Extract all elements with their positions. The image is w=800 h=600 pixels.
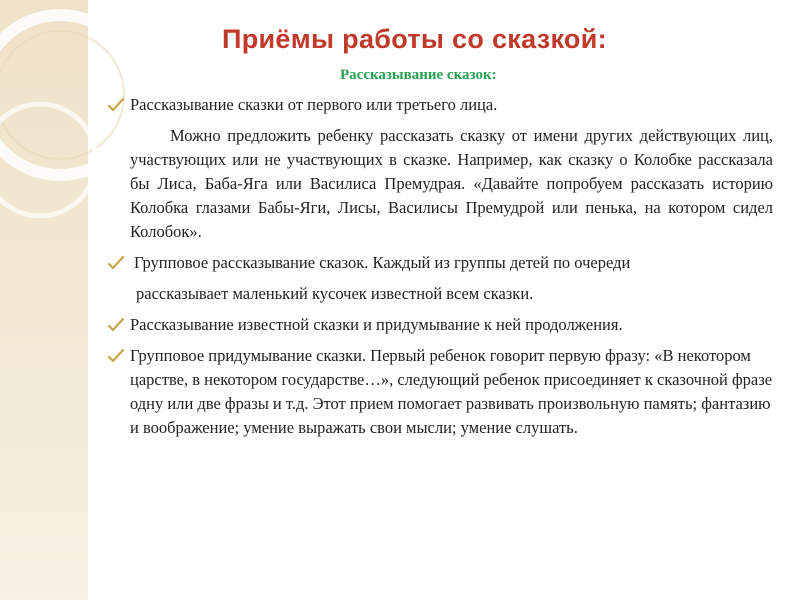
checkmark-icon: [108, 318, 124, 332]
list-item-text: Групповое придумывание сказки. Первый ребенок говорит первую фразу: «В некотором царстве, в некотором государстве…», следующий ребенок присоединяет к сказочной фразе одну или две фразы и т.д. Этот прием помогает развивать произвольную память; фантазию и воображение; умение выражать свои мысли; умение слушать.: [130, 346, 773, 437]
list-item-text: Групповое рассказывание сказок. Каждый из группы детей по очереди: [134, 253, 631, 272]
checkmark-icon: [108, 349, 124, 363]
checkmark-icon: [108, 98, 124, 112]
checkmark-icon: [108, 256, 124, 270]
list-item: [108, 313, 773, 337]
list-item: [108, 251, 773, 275]
list-item: [108, 344, 773, 440]
slide-title: Приёмы работы со сказкой:: [222, 24, 607, 54]
example-paragraph: Можно предложить ребенку рассказать сказку от имени других действующих лиц, участвующих или не участвующих в сказке. Например, как сказку о Колобке рассказала бы Лиса, Баба-Яга или Василиса Премудрая. «Давайте попробуем рассказать историю Колобка глазами Бабы-Яги, Лисы, Василисы Премудрой или пенька, на котором сидел Колобок».: [130, 126, 773, 241]
list-item: [108, 93, 773, 117]
list-item-text: Рассказывание известной сказки и придумывание к ней продолжения.: [130, 315, 623, 334]
slide-subtitle: Рассказывание сказок:: [340, 67, 497, 83]
slide-content: [108, 93, 773, 440]
list-item-continuation: рассказывает маленький кусочек известной всем сказки.: [136, 284, 534, 303]
list-item-text: Рассказывание сказки от первого или третьего лица.: [130, 95, 498, 114]
